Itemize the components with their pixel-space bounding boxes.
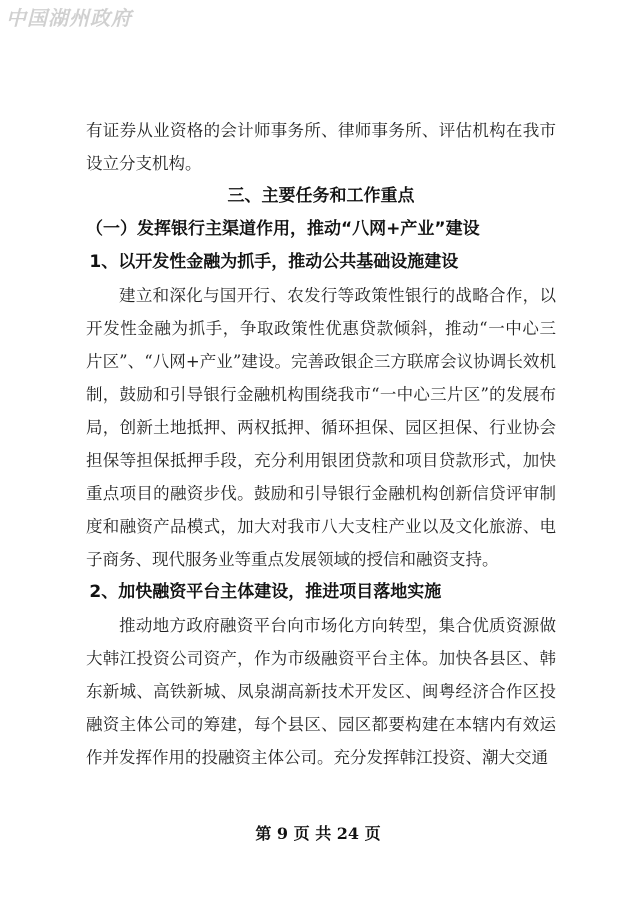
section-heading: 三、主要任务和工作重点 [227,186,415,206]
paragraph-continuation: 有证券从业资格的会计师事务所、律师事务所、评估机构在我市设立分支机构。 [86,121,556,173]
item-2-paragraph: 推动地方政府融资平台向市场化方向转型，集合优质资源做大韩江投资公司资产，作为市级融资平台主体。加快各县区、韩东新城、高铁新城、凤泉湖高新技术开发区、闽粤经济合作区投融资主体公司的筹建，每个县区、园区都要构建在本辖内有效运作并发挥作用的投融资主体公司。充分发挥韩江投资、潮大交通 [86,616,556,767]
item-1-heading: 1、以开发性金融为抓手，推动公共基础设施建设 [89,252,459,272]
document-body [86,114,556,774]
watermark-logo: 中国湖州政府 [6,6,132,30]
item-2-heading: 2、加快融资平台主体建设，推进项目落地实施 [89,582,442,602]
subsection-heading: （一）发挥银行主渠道作用，推动“八网+产业”建设 [86,219,480,239]
page-number: 第 9 页 共 24 页 [255,824,381,843]
item-1-paragraph: 建立和深化与国开行、农发行等政策性银行的战略合作，以开发性金融为抓手，争取政策性优惠贷款倾斜，推动“一中心三片区”、“八网+产业”建设。完善政银企三方联席会议协调长效机制，鼓励和引导银行金融机构围绕我市“一中心三片区”的发展布局，创新土地抵押、两权抵押、循环担保、园区担保、行业协会担保等担保抵押手段，充分利用银团贷款和项目贷款形式，加快重点项目的融资步伐。鼓励和引导银行金融机构创新信贷评审制度和融资产品模式，加大对我市八大支柱产业以及文化旅游、电子商务、现代服务业等重点发展领域的授信和融资支持。 [86,286,556,569]
